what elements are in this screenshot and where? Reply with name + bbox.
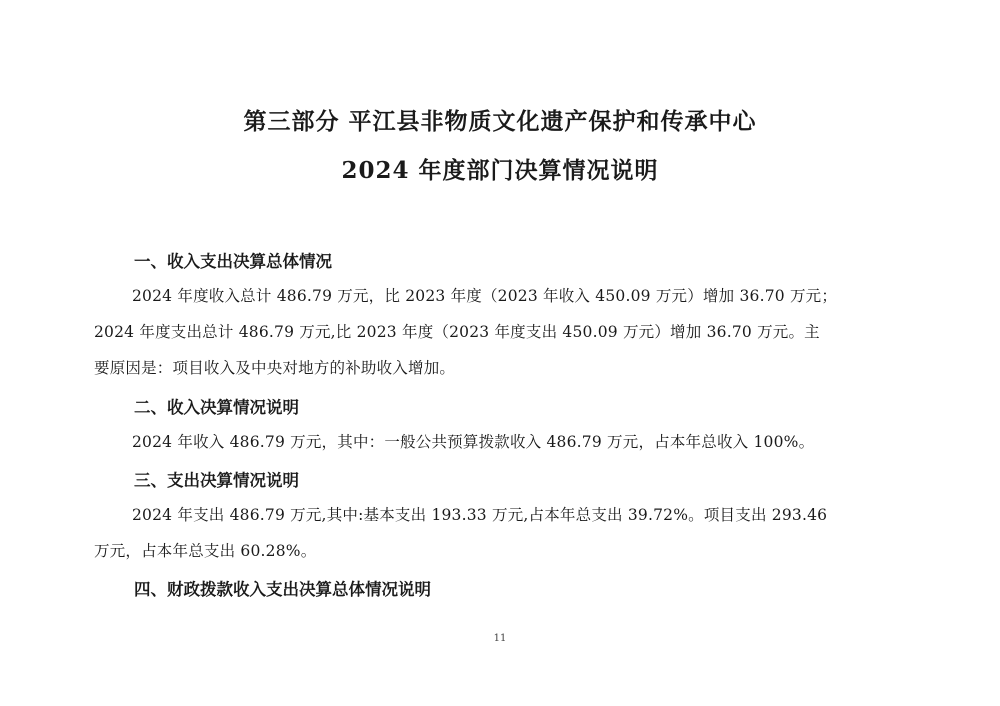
section-heading-4: 四、财政拨款收入支出决算总体情况说明 [134,580,431,599]
document-title-line-2: 2024 年度部门决算情况说明 [341,157,659,184]
section-1-line-2: 2024 年度支出总计 486.79 万元,比 2023 年度（2023 年度支出 450.09 万元）增加 36.70 万元。主 [94,323,820,341]
page-number: 11 [493,633,507,644]
section-1-line-1: 2024 年度收入总计 486.79 万元，比 2023 年度（2023 年收入 450.09 万元）增加 36.70 万元； [132,287,838,305]
section-3-line-1: 2024 年支出 486.79 万元,其中:基本支出 193.33 万元,占本年总支出 39.72%。项目支出 293.46 [132,506,828,524]
section-heading-1: 一、收入支出决算总体情况 [134,252,332,271]
section-heading-2: 二、收入决算情况说明 [134,398,299,417]
section-1-line-3: 要原因是：项目收入及中央对地方的补助收入增加。 [94,359,456,377]
document-title-line-1: 第三部分 平江县非物质文化遗产保护和传承中心 [243,108,757,135]
section-3-line-2: 万元，占本年总支出 60.28%。 [94,542,317,560]
section-2-line-1: 2024 年收入 486.79 万元，其中：一般公共预算拨款收入 486.79 万元，占本年总收入 100%。 [132,433,815,451]
section-heading-3: 三、支出决算情况说明 [134,471,299,490]
